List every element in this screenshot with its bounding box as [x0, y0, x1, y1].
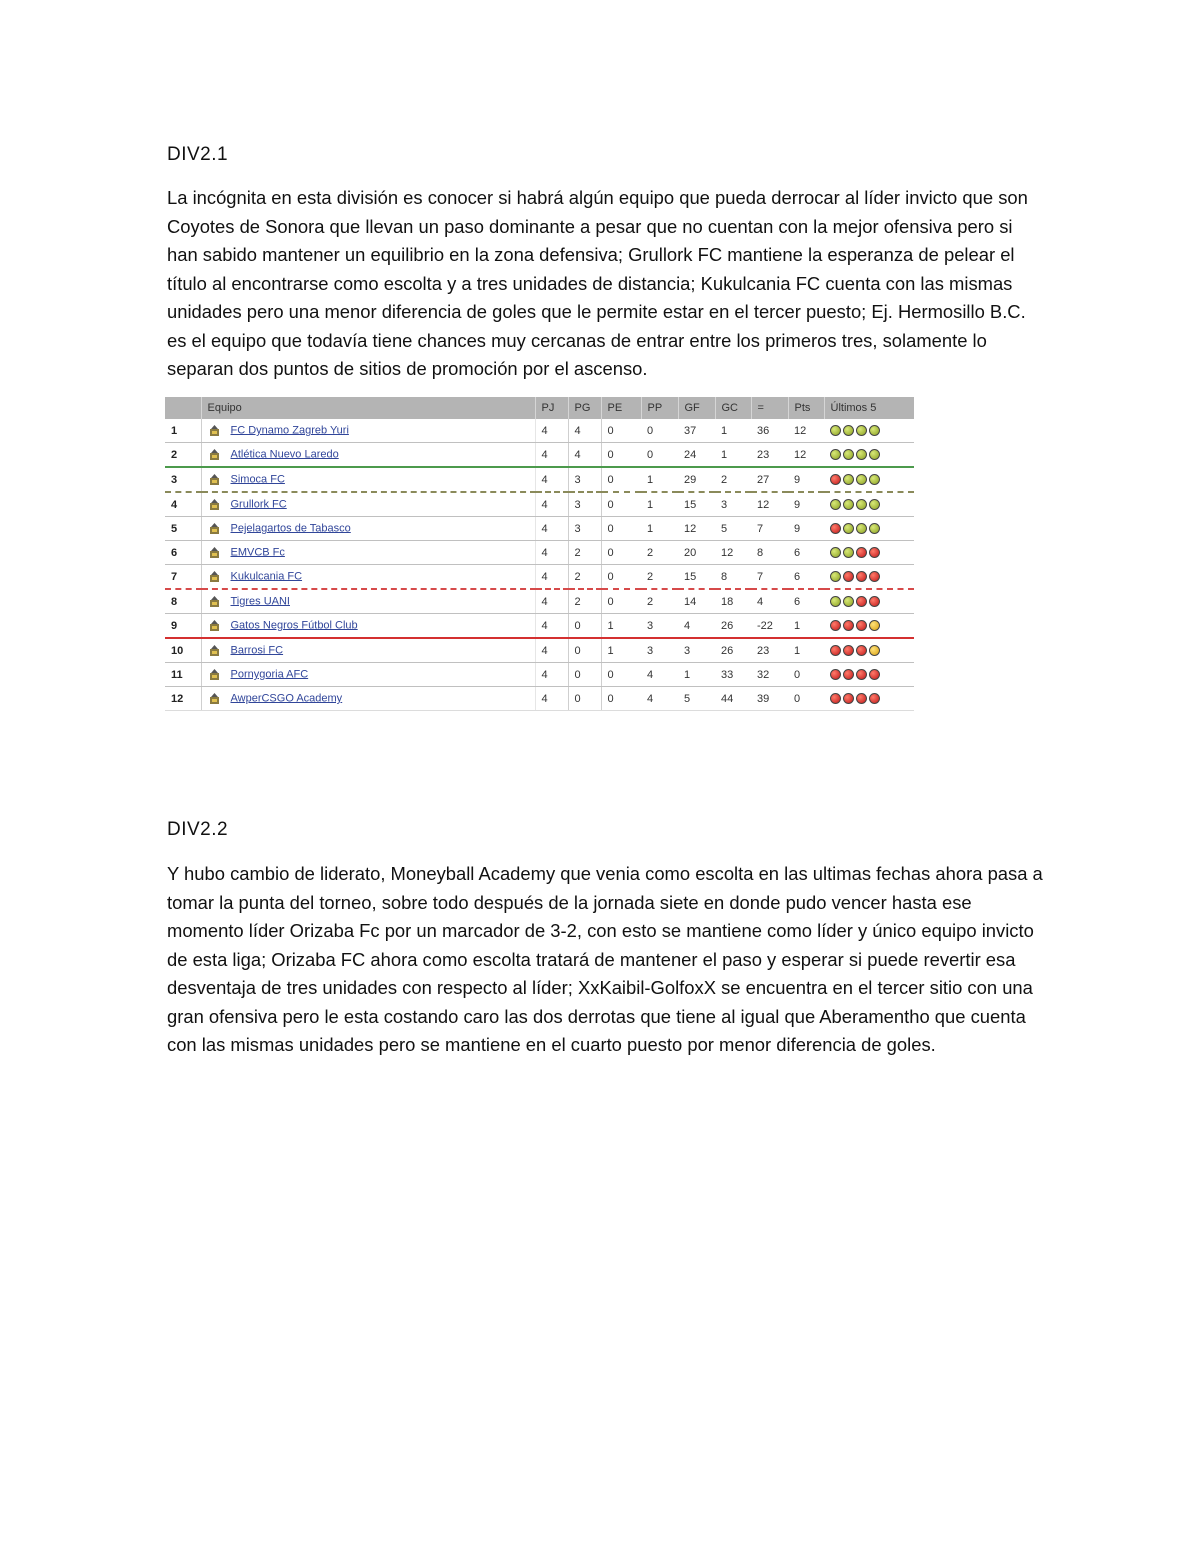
cell-dif: 12: [751, 492, 788, 517]
cell-dif: 27: [751, 467, 788, 492]
form-win-icon: [830, 547, 841, 558]
cell-pg: 4: [568, 443, 601, 468]
cell-pts: 1: [788, 614, 824, 639]
team-crest-icon: [208, 424, 221, 437]
cell-gc: 33: [715, 663, 751, 687]
cell-dif: 8: [751, 541, 788, 565]
cell-gf: 37: [678, 419, 715, 443]
cell-gc: 8: [715, 565, 751, 590]
cell-pe: 0: [601, 541, 641, 565]
cell-pp: 4: [641, 663, 678, 687]
cell-pg: 2: [568, 589, 601, 614]
cell-dif: 23: [751, 638, 788, 663]
standings-table: [165, 397, 914, 711]
form-loss-icon: [830, 474, 841, 485]
header-dif: =: [751, 397, 788, 419]
team-crest-icon: [208, 644, 221, 657]
cell-dif: 39: [751, 687, 788, 711]
cell-dif: 7: [751, 565, 788, 590]
cell-dif: -22: [751, 614, 788, 639]
cell-pos: 1: [165, 419, 201, 443]
form-win-icon: [843, 425, 854, 436]
form-win-icon: [869, 474, 880, 485]
cell-form: [824, 467, 914, 492]
cell-pj: 4: [535, 517, 568, 541]
cell-pos: 3: [165, 467, 201, 492]
form-loss-icon: [830, 693, 841, 704]
team-link[interactable]: Tigres UANI: [230, 595, 290, 608]
team-crest-icon: [208, 546, 221, 559]
header-pp: PP: [641, 397, 678, 419]
form-loss-icon: [830, 523, 841, 534]
cell-form: [824, 419, 914, 443]
cell-pos: 6: [165, 541, 201, 565]
form-loss-icon: [856, 547, 867, 558]
form-win-icon: [843, 596, 854, 607]
cell-gc: 5: [715, 517, 751, 541]
cell-pg: 2: [568, 541, 601, 565]
form-draw-icon: [869, 620, 880, 631]
form-loss-icon: [830, 669, 841, 680]
cell-pj: 4: [535, 443, 568, 468]
table-row: [165, 663, 914, 687]
form-loss-icon: [843, 571, 854, 582]
standings-body: [165, 419, 914, 711]
form-loss-icon: [869, 571, 880, 582]
team-link[interactable]: AwperCSGO Academy: [230, 692, 343, 705]
form-win-icon: [830, 571, 841, 582]
cell-pp: 0: [641, 443, 678, 468]
cell-form: [824, 614, 914, 639]
cell-pg: 3: [568, 517, 601, 541]
form-loss-icon: [869, 547, 880, 558]
cell-form: [824, 492, 914, 517]
team-crest-icon: [208, 668, 221, 681]
cell-pts: 9: [788, 492, 824, 517]
team-link[interactable]: Grullork FC: [230, 498, 287, 511]
table-row: [165, 517, 914, 541]
header-equipo: Equipo: [201, 397, 535, 419]
team-crest-icon: [208, 692, 221, 705]
cell-pg: 0: [568, 687, 601, 711]
team-link[interactable]: Atlética Nuevo Laredo: [230, 448, 339, 461]
cell-pos: 5: [165, 517, 201, 541]
team-link[interactable]: Gatos Negros Fútbol Club: [230, 619, 358, 632]
cell-gf: 15: [678, 492, 715, 517]
team-crest-icon: [208, 448, 221, 461]
team-link[interactable]: Simoca FC: [230, 473, 285, 486]
cell-pts: 1: [788, 638, 824, 663]
cell-pe: 0: [601, 687, 641, 711]
section-paragraph-div2-2: Y hubo cambio de liderato, Moneyball Academy que venia como escolta en las ultimas fechas ahora pasa a tomar la punta del torneo, sobre todo después de la jornada siete en donde pudo vencer hasta ese momento líder Orizaba Fc por un marcador de 3-2, con esto se mantiene como líder y único equipo invicto de esta liga; Orizaba FC ahora como escolta tratará de mantener el paso y esperar si puede revertir esa desventaja de tres unidades con respecto al líder; XxKaibil-GolfoxX se encuentra en el tercer sitio con una gran ofensiva pero le esta costando caro las dos derrotas que tiene al igual que Aberamentho que cuenta con las mismas unidades pero se mantiene en el cuarto puesto por menor diferencia de goles.: [167, 863, 1043, 1055]
form-loss-icon: [843, 669, 854, 680]
cell-form: [824, 663, 914, 687]
form-win-icon: [830, 425, 841, 436]
form-win-icon: [830, 499, 841, 510]
cell-pe: 0: [601, 517, 641, 541]
form-loss-icon: [856, 669, 867, 680]
team-link[interactable]: FC Dynamo Zagreb Yuri: [230, 424, 349, 437]
cell-pe: 0: [601, 443, 641, 468]
cell-gf: 4: [678, 614, 715, 639]
form-win-icon: [856, 474, 867, 485]
cell-gf: 3: [678, 638, 715, 663]
form-loss-icon: [869, 669, 880, 680]
cell-pj: 4: [535, 541, 568, 565]
cell-pj: 4: [535, 687, 568, 711]
cell-gf: 24: [678, 443, 715, 468]
team-crest-icon: [208, 570, 221, 583]
cell-gc: 1: [715, 443, 751, 468]
form-win-icon: [856, 425, 867, 436]
cell-pos: 7: [165, 565, 201, 590]
cell-gc: 3: [715, 492, 751, 517]
cell-pp: 2: [641, 589, 678, 614]
form-win-icon: [843, 474, 854, 485]
cell-pg: 3: [568, 467, 601, 492]
cell-team: [201, 663, 535, 687]
team-link[interactable]: EMVCB Fc: [230, 546, 285, 559]
cell-team: [201, 467, 535, 492]
cell-pj: 4: [535, 492, 568, 517]
cell-pe: 1: [601, 614, 641, 639]
team-link[interactable]: Pejelagartos de Tabasco: [230, 522, 351, 535]
cell-pts: 6: [788, 589, 824, 614]
form-win-icon: [843, 523, 854, 534]
cell-pts: 6: [788, 541, 824, 565]
form-loss-icon: [843, 620, 854, 631]
table-row: [165, 565, 914, 590]
cell-pe: 0: [601, 589, 641, 614]
cell-pp: 2: [641, 565, 678, 590]
header-pj: PJ: [535, 397, 568, 419]
cell-pp: 1: [641, 517, 678, 541]
table-row: [165, 419, 914, 443]
cell-gf: 5: [678, 687, 715, 711]
cell-pos: 2: [165, 443, 201, 468]
team-crest-icon: [208, 473, 221, 486]
form-loss-icon: [869, 596, 880, 607]
cell-pos: 10: [165, 638, 201, 663]
form-win-icon: [869, 425, 880, 436]
cell-gf: 14: [678, 589, 715, 614]
cell-dif: 7: [751, 517, 788, 541]
cell-pg: 0: [568, 638, 601, 663]
table-row: [165, 541, 914, 565]
header-pe: PE: [601, 397, 641, 419]
cell-form: [824, 638, 914, 663]
cell-team: [201, 614, 535, 639]
form-win-icon: [843, 547, 854, 558]
table-row: [165, 589, 914, 614]
cell-pe: 0: [601, 565, 641, 590]
cell-dif: 36: [751, 419, 788, 443]
cell-team: [201, 565, 535, 590]
form-win-icon: [869, 523, 880, 534]
cell-team: [201, 492, 535, 517]
cell-pts: 9: [788, 467, 824, 492]
cell-pp: 2: [641, 541, 678, 565]
form-draw-icon: [869, 645, 880, 656]
cell-form: [824, 687, 914, 711]
cell-pp: 3: [641, 638, 678, 663]
cell-gc: 1: [715, 419, 751, 443]
cell-pj: 4: [535, 565, 568, 590]
standings-table-image: [165, 397, 914, 710]
table-row: [165, 443, 914, 468]
cell-pe: 0: [601, 419, 641, 443]
cell-form: [824, 517, 914, 541]
cell-pj: 4: [535, 663, 568, 687]
cell-gc: 2: [715, 467, 751, 492]
cell-pj: 4: [535, 419, 568, 443]
cell-pg: 2: [568, 565, 601, 590]
cell-pts: 12: [788, 419, 824, 443]
cell-pts: 0: [788, 663, 824, 687]
form-loss-icon: [856, 596, 867, 607]
cell-form: [824, 565, 914, 590]
cell-form: [824, 589, 914, 614]
cell-pj: 4: [535, 589, 568, 614]
form-loss-icon: [869, 693, 880, 704]
cell-pos: 11: [165, 663, 201, 687]
team-crest-icon: [208, 498, 221, 511]
table-row: [165, 687, 914, 711]
cell-pg: 0: [568, 663, 601, 687]
cell-gc: 44: [715, 687, 751, 711]
cell-form: [824, 541, 914, 565]
cell-gf: 12: [678, 517, 715, 541]
cell-pg: 0: [568, 614, 601, 639]
form-win-icon: [856, 449, 867, 460]
cell-pe: 0: [601, 467, 641, 492]
section-paragraph-div2-1: La incógnita en esta división es conocer si habrá algún equipo que pueda derrocar al líder invicto que son Coyotes de Sonora que llevan un paso dominante a pesar que no cuentan con la mejor ofensiva pero si han sabido mantener un equilibrio en la zona defensiva; Grullork FC mantiene la esperanza de pelear el título al encontrarse como escolta y a tres unidades de distancia; Kukulcania FC cuenta con las mismas unidades pero una menor diferencia de goles que le permite estar en el tercer puesto; Ej. Hermosillo B.C. es el equipo que todavía tiene chances muy cercanas de entrar entre los primeros tres, solamente lo separan dos puntos de sitios de promoción por el ascenso.: [167, 187, 1028, 379]
table-row: [165, 638, 914, 663]
cell-team: [201, 443, 535, 468]
cell-pj: 4: [535, 614, 568, 639]
form-loss-icon: [856, 693, 867, 704]
form-loss-icon: [830, 645, 841, 656]
cell-gc: 26: [715, 638, 751, 663]
cell-pj: 4: [535, 638, 568, 663]
cell-team: [201, 638, 535, 663]
cell-team: [201, 589, 535, 614]
form-loss-icon: [830, 620, 841, 631]
header-gf: GF: [678, 397, 715, 419]
form-win-icon: [856, 523, 867, 534]
form-win-icon: [843, 449, 854, 460]
cell-team: [201, 517, 535, 541]
form-loss-icon: [856, 571, 867, 582]
table-row: [165, 614, 914, 639]
cell-pp: 0: [641, 419, 678, 443]
team-link[interactable]: Barrosi FC: [230, 644, 284, 657]
header-pg: PG: [568, 397, 601, 419]
form-win-icon: [869, 449, 880, 460]
form-loss-icon: [856, 620, 867, 631]
form-win-icon: [856, 499, 867, 510]
cell-pe: 0: [601, 492, 641, 517]
header-pts: Pts: [788, 397, 824, 419]
cell-gc: 18: [715, 589, 751, 614]
header-gc: GC: [715, 397, 751, 419]
team-link[interactable]: Pornygoria AFC: [230, 668, 309, 681]
header-form: Últimos 5: [824, 397, 914, 419]
cell-dif: 32: [751, 663, 788, 687]
cell-pos: 8: [165, 589, 201, 614]
section-heading-div2-2: DIV2.2: [167, 819, 229, 840]
cell-pp: 3: [641, 614, 678, 639]
cell-pts: 9: [788, 517, 824, 541]
form-loss-icon: [843, 645, 854, 656]
team-crest-icon: [208, 619, 221, 632]
cell-pts: 6: [788, 565, 824, 590]
cell-gf: 20: [678, 541, 715, 565]
team-link[interactable]: Kukulcania FC: [230, 570, 303, 583]
cell-dif: 4: [751, 589, 788, 614]
cell-gf: 29: [678, 467, 715, 492]
table-row: [165, 492, 914, 517]
cell-pp: 1: [641, 492, 678, 517]
cell-pj: 4: [535, 467, 568, 492]
form-loss-icon: [843, 693, 854, 704]
form-win-icon: [869, 499, 880, 510]
cell-pts: 12: [788, 443, 824, 468]
cell-pp: 1: [641, 467, 678, 492]
cell-pos: 4: [165, 492, 201, 517]
form-win-icon: [843, 499, 854, 510]
cell-team: [201, 687, 535, 711]
form-loss-icon: [856, 645, 867, 656]
cell-pos: 9: [165, 614, 201, 639]
team-crest-icon: [208, 595, 221, 608]
cell-pe: 1: [601, 638, 641, 663]
standings-header-row: [165, 397, 914, 419]
cell-gc: 26: [715, 614, 751, 639]
team-crest-icon: [208, 522, 221, 535]
table-row: [165, 467, 914, 492]
cell-form: [824, 443, 914, 468]
cell-pe: 0: [601, 663, 641, 687]
cell-team: [201, 541, 535, 565]
cell-pts: 0: [788, 687, 824, 711]
cell-dif: 23: [751, 443, 788, 468]
cell-pos: 12: [165, 687, 201, 711]
section-heading-div2-1: DIV2.1: [167, 144, 229, 165]
cell-pg: 4: [568, 419, 601, 443]
form-win-icon: [830, 596, 841, 607]
cell-pp: 4: [641, 687, 678, 711]
cell-team: [201, 419, 535, 443]
cell-pg: 3: [568, 492, 601, 517]
cell-gf: 1: [678, 663, 715, 687]
cell-gf: 15: [678, 565, 715, 590]
cell-gc: 12: [715, 541, 751, 565]
header-pos: [165, 397, 201, 419]
form-win-icon: [830, 449, 841, 460]
